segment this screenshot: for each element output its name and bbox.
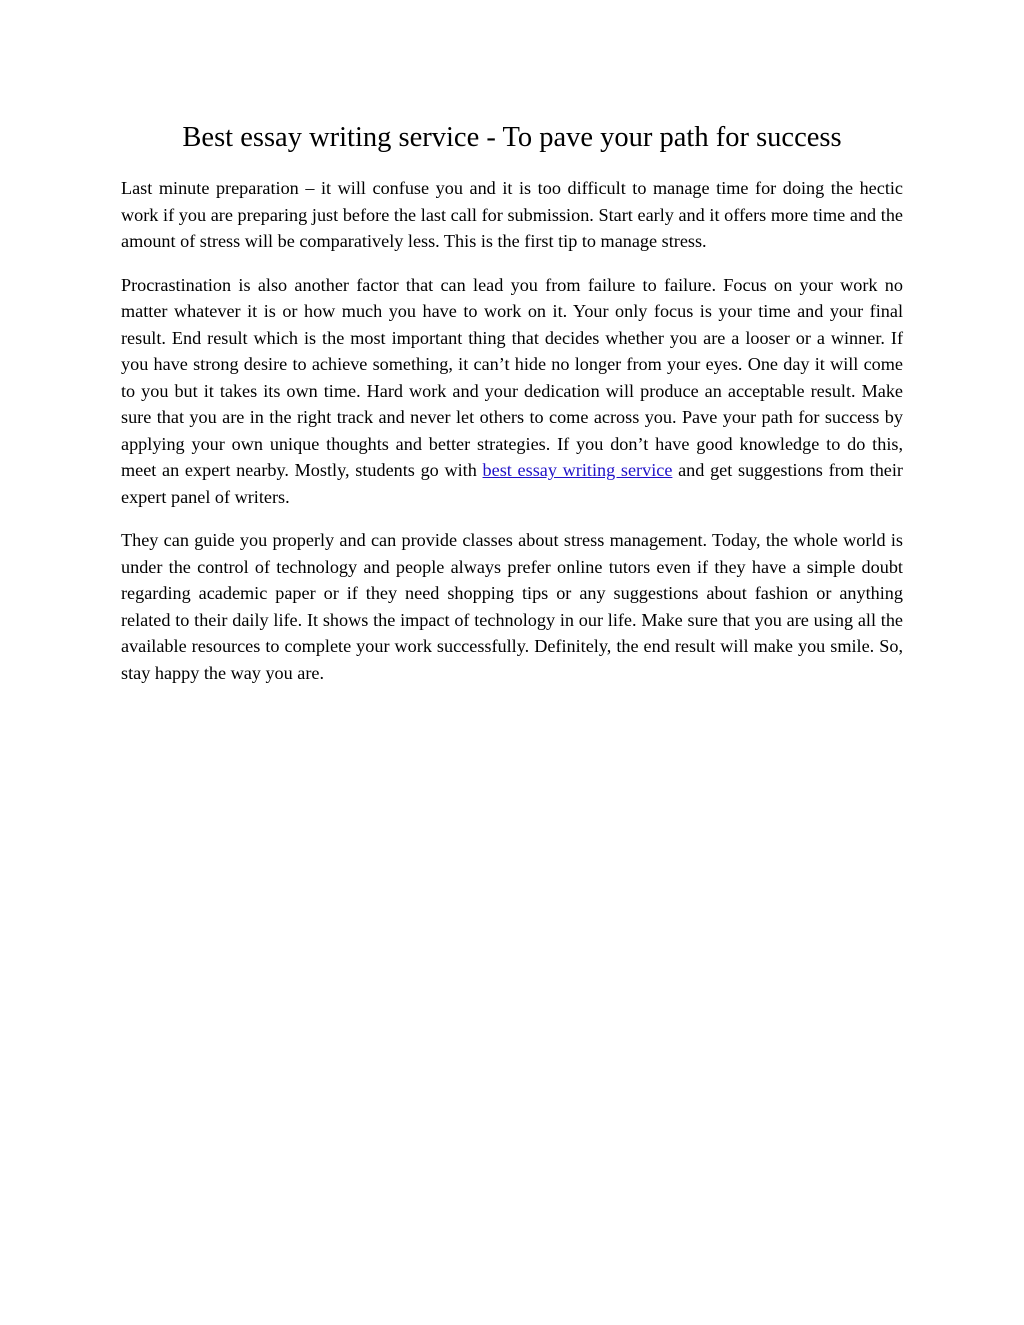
paragraph-2-text-before-link: Procrastination is also another factor that can lead you from failure to failure. Focus on your work no matter whatever it is or how much you have to work on it. Your only focus is your time and your final result. End result which is the most important thing that decides whether you are a looser or a winner. If you have strong desire to achieve something, it can’t hide no longer from your eyes. One day it will come to you but it takes its own time. Hard work and your dedication will produce an acceptable result. Make sure that you are in the right track and never let others to come across you. Pave your path for success by applying your own unique thoughts and better strategies. If you don’t have good knowledge to do this, meet an expert nearby. Mostly, students go with <box>121 274 903 480</box>
paragraph-1: Last minute preparation – it will confuse you and it is too difficult to manage time for doing the hectic work if you are preparing just before the last call for submission. Start early and it offers more time and the amount of stress will be comparatively less. This is the first tip to manage stress. <box>121 178 903 251</box>
document-body <box>121 175 903 703</box>
paragraph-2-text-after-link: and get suggestions from their expert panel of writers. <box>121 460 903 507</box>
paragraph-3: They can guide you properly and can provide classes about stress management. Today, the whole world is under the control of technology and people always prefer online tutors even if they have a simple doubt regarding academic paper or if they need shopping tips or any suggestions about fashion or anything related to their daily life. It shows the impact of technology in our life. Make sure that you are using all the available resources to complete your work successfully. Definitely, the end result will make you smile. So, stay happy the way you are. <box>121 530 903 683</box>
document-title: Best essay writing service - To pave your path for success <box>182 122 842 153</box>
paragraph-2 <box>121 272 903 511</box>
best-essay-writing-service-link[interactable]: best essay writing service <box>482 460 673 480</box>
